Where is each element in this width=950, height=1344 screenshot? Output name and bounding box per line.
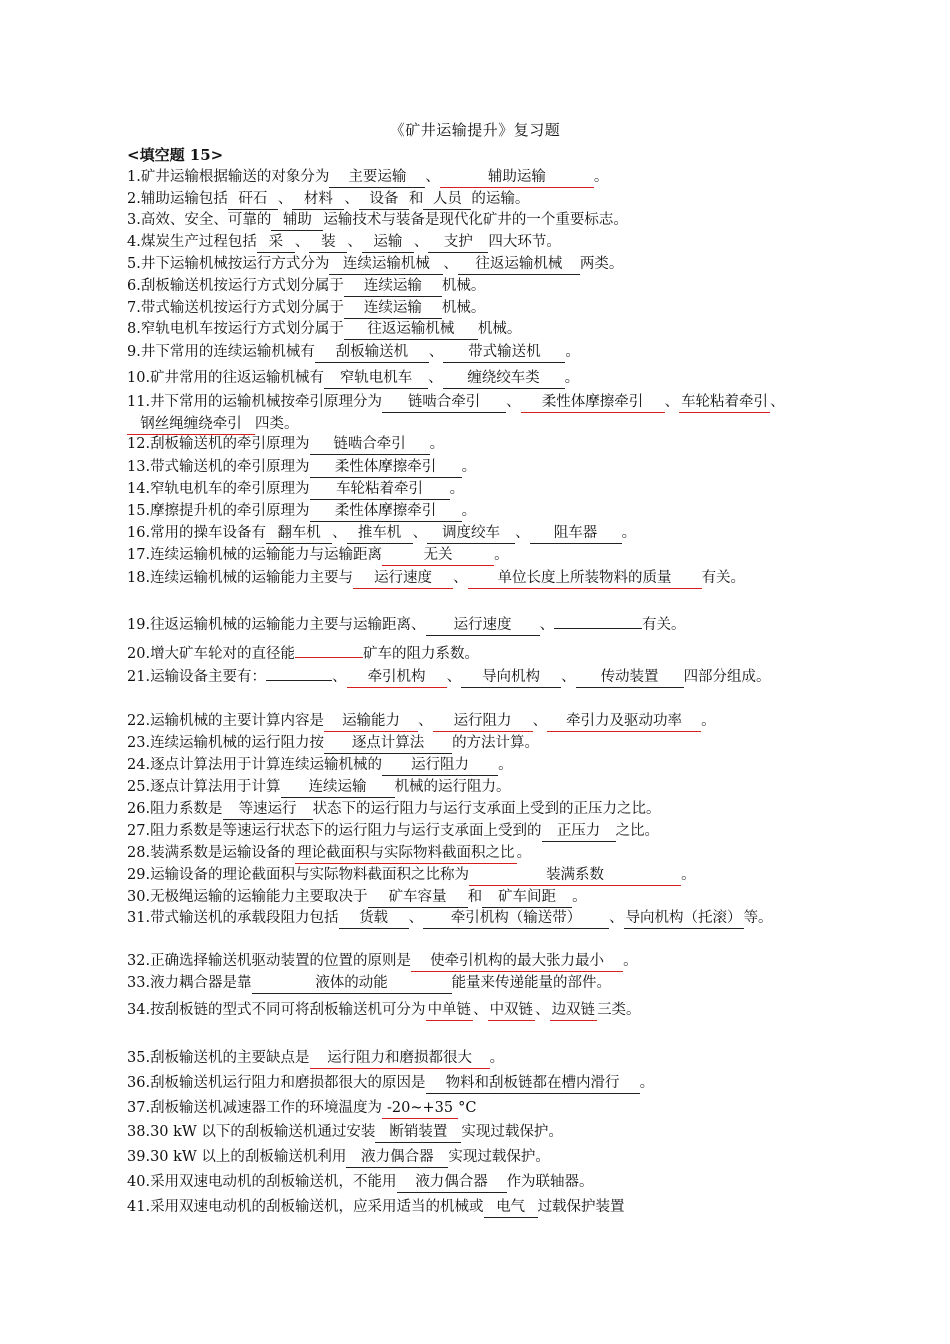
question-number: 40. bbox=[127, 1174, 151, 1190]
question-text: 增大矿车轮对的直径能 bbox=[150, 646, 296, 662]
question-text: 煤炭生产过程包括 bbox=[140, 234, 257, 250]
question-item bbox=[127, 478, 807, 500]
question-item bbox=[127, 166, 807, 188]
answer-blank[interactable]: 带式输送机 bbox=[443, 343, 565, 363]
question-item bbox=[127, 776, 807, 798]
question-text: 运输设备的理论截面积与实际物料截面积之比称为 bbox=[150, 867, 470, 883]
answer-blank[interactable]: 使牵引机构的最大张力最小 bbox=[411, 952, 623, 972]
question-number: 18. bbox=[127, 570, 151, 586]
question-text: 、 bbox=[539, 617, 555, 633]
question-number: 32. bbox=[127, 953, 151, 969]
question-text: 、 bbox=[532, 713, 548, 729]
answer-blank[interactable]: 运行速度 bbox=[353, 569, 453, 589]
answer-blank[interactable]: 运行阻力 bbox=[382, 756, 498, 776]
question-item bbox=[127, 433, 807, 455]
question-number: 39. bbox=[127, 1149, 151, 1165]
question-number: 25. bbox=[127, 779, 151, 795]
answer-blank[interactable]: 装满系数 bbox=[469, 866, 681, 886]
question-text: 。 bbox=[621, 525, 637, 541]
question-number: 6. bbox=[127, 278, 141, 294]
answer-blank[interactable]: 货载 bbox=[339, 909, 409, 929]
question-text: 井下运输机械按运行方式分为 bbox=[140, 256, 330, 272]
answer-blank[interactable]: 运输能力 bbox=[324, 712, 418, 732]
question-text: 、 bbox=[453, 570, 468, 586]
question-number: 41. bbox=[127, 1199, 151, 1215]
question-text: 四部分组成。 bbox=[683, 669, 771, 685]
question-item bbox=[127, 1047, 807, 1069]
question-text: 。 bbox=[623, 953, 638, 969]
question-number: 36. bbox=[127, 1075, 151, 1091]
question-item bbox=[127, 666, 807, 688]
question-item bbox=[127, 1196, 807, 1218]
question-number: 34. bbox=[127, 1002, 151, 1018]
answer-blank[interactable]: 材料 bbox=[292, 190, 344, 210]
question-text: 过载保护装置 bbox=[537, 1199, 625, 1215]
section-heading: <填空题 15> bbox=[127, 146, 224, 164]
question-text: 、 bbox=[535, 1002, 550, 1018]
question-item bbox=[127, 754, 807, 776]
question-item bbox=[127, 820, 807, 842]
question-text: 和 bbox=[408, 191, 424, 207]
question-number: 23. bbox=[127, 735, 151, 751]
answer-blank[interactable]: 正压力 bbox=[542, 822, 616, 842]
answer-blank[interactable]: 物料和刮板链都在槽内滑行 bbox=[426, 1074, 640, 1094]
answer-blank[interactable]: 翻车机 bbox=[266, 524, 332, 544]
question-text: 、 bbox=[408, 910, 424, 926]
answer-blank[interactable]: 中双链 bbox=[488, 1001, 536, 1021]
question-text: 机械。 bbox=[441, 300, 486, 316]
question-item bbox=[127, 950, 807, 972]
answer-blank[interactable]: 矿车间距 bbox=[482, 888, 572, 908]
answer-blank[interactable]: 推车机 bbox=[347, 524, 413, 544]
question-number: 28. bbox=[127, 845, 151, 861]
question-text: 、 bbox=[561, 669, 576, 685]
question-text: 运输设备主要有： bbox=[150, 669, 267, 685]
answer-blank[interactable]: 单位长度上所装物料的质量 bbox=[468, 569, 702, 589]
question-item bbox=[127, 710, 807, 732]
answer-blank[interactable]: 柔性体摩擦牵引 bbox=[310, 458, 462, 478]
question-text: 四大环节。 bbox=[488, 234, 561, 250]
question-text: 摩擦提升机的牵引原理为 bbox=[150, 503, 310, 519]
question-text: 带式输送机的牵引原理为 bbox=[150, 459, 310, 475]
question-text: 、 bbox=[332, 669, 347, 685]
question-number: 9. bbox=[127, 344, 141, 360]
question-text: 采用双速电动机的刮板输送机，不能用 bbox=[150, 1174, 397, 1190]
question-text: 窄轨电机车的牵引原理为 bbox=[150, 481, 310, 497]
question-text: 。 bbox=[516, 845, 532, 861]
question-text: 正确选择输送机驱动装置的位置的原则是 bbox=[150, 953, 412, 969]
question-text: 实现过载保护。 bbox=[448, 1149, 550, 1165]
question-text: 液力耦合器是靠 bbox=[150, 975, 252, 991]
question-item bbox=[127, 367, 807, 389]
question-number: 13. bbox=[127, 459, 151, 475]
question-number: 14. bbox=[127, 481, 151, 497]
question-number: 33. bbox=[127, 975, 151, 991]
question-text: 、 bbox=[332, 525, 347, 541]
question-number: 10. bbox=[127, 370, 151, 386]
question-text: 按刮板链的型式不同可将刮板输送机可分为 bbox=[150, 1002, 426, 1018]
question-number: 37. bbox=[127, 1100, 151, 1116]
question-item bbox=[127, 341, 807, 363]
question-text: 状态下的运行阻力与运行支承面上受到的正压力之比。 bbox=[312, 801, 661, 817]
question-text: 连续运输机械的运输能力与运输距离 bbox=[150, 547, 383, 563]
question-text: 阻力系数是 bbox=[150, 801, 223, 817]
question-number: 22. bbox=[127, 713, 151, 729]
question-item bbox=[127, 798, 807, 820]
question-item bbox=[127, 318, 807, 340]
question-text: 能量来传递能量的部件。 bbox=[451, 975, 612, 991]
question-text: °C bbox=[458, 1100, 477, 1116]
question-item bbox=[127, 972, 807, 994]
question-item bbox=[127, 864, 807, 886]
question-text: 四类。 bbox=[255, 416, 299, 432]
answer-blank[interactable]: 装 bbox=[309, 233, 347, 253]
question-text: 。 bbox=[564, 370, 580, 386]
question-number: 3. bbox=[127, 212, 141, 228]
question-text: 、 bbox=[344, 191, 359, 207]
question-number: 26. bbox=[127, 801, 151, 817]
question-text: 连续运输机械的运行阻力按 bbox=[150, 735, 325, 751]
question-text: 矿井常用的往返运输机械有 bbox=[150, 370, 325, 386]
question-text: 辅助运输包括 bbox=[140, 191, 228, 207]
question-text: 、 bbox=[428, 370, 443, 386]
question-number: 1. bbox=[127, 169, 141, 185]
question-text: 、 bbox=[294, 234, 310, 250]
question-text: 有关。 bbox=[642, 617, 686, 633]
question-number: 20. bbox=[127, 646, 151, 662]
question-text: 采用双速电动机的刮板输送机，应采用适当的机械或 bbox=[150, 1199, 484, 1215]
question-item bbox=[127, 567, 807, 589]
question-text: 运输机械的主要计算内容是 bbox=[150, 713, 325, 729]
question-number: 8. bbox=[127, 321, 141, 337]
question-text: 井下常用的连续运输机械有 bbox=[140, 344, 315, 360]
answer-blank[interactable] bbox=[554, 628, 642, 629]
answer-blank[interactable]: 液力偶合器 bbox=[397, 1173, 507, 1193]
answer-blank[interactable]: 链啮合牵引 bbox=[382, 393, 506, 413]
answer-blank[interactable]: 车轮粘着牵引 bbox=[310, 480, 450, 500]
answer-blank[interactable]: 人员 bbox=[423, 190, 471, 210]
answer-blank[interactable]: 往返运输机械 bbox=[344, 320, 478, 340]
question-number: 17. bbox=[127, 547, 151, 563]
answer-blank[interactable]: 运行阻力和磨损都很大 bbox=[310, 1049, 490, 1069]
question-text: 、 bbox=[413, 234, 429, 250]
question-text: 、 bbox=[347, 234, 362, 250]
answer-blank[interactable]: 牵引机构 bbox=[347, 668, 447, 688]
question-number: 31. bbox=[127, 910, 151, 926]
question-text: 两类。 bbox=[579, 256, 624, 272]
question-text: 逐点计算法用于计算 bbox=[150, 779, 281, 795]
question-text: 、 bbox=[664, 394, 680, 410]
question-number: 29. bbox=[127, 867, 151, 883]
question-text: 和 bbox=[467, 889, 483, 905]
answer-blank[interactable]: 传动装置 bbox=[576, 668, 684, 688]
question-text: 作为联轴器。 bbox=[506, 1174, 594, 1190]
answer-blank[interactable]: 电气 bbox=[484, 1198, 538, 1218]
answer-blank[interactable]: 辅助运输 bbox=[440, 168, 594, 188]
question-text: 30 kW 以下的刮板输送机通过安装 bbox=[150, 1124, 376, 1140]
answer-blank[interactable]: 连续运输 bbox=[344, 277, 442, 297]
answer-blank[interactable]: 边双链 bbox=[550, 1001, 598, 1021]
answer-blank[interactable]: 无关 bbox=[382, 546, 494, 566]
question-text: 的运输。 bbox=[471, 191, 530, 207]
answer-blank[interactable]: 链啮合牵引 bbox=[310, 435, 430, 455]
answer-blank[interactable] bbox=[266, 680, 332, 681]
question-text: 刮板输送机按运行方式划分属于 bbox=[140, 278, 344, 294]
answer-blank[interactable]: 阻车器 bbox=[530, 524, 622, 544]
question-item bbox=[127, 614, 807, 636]
question-item bbox=[127, 231, 807, 253]
question-item bbox=[127, 999, 807, 1021]
question-text: 、 bbox=[515, 525, 530, 541]
answer-blank[interactable]: -20~+35 bbox=[382, 1099, 458, 1119]
question-item bbox=[127, 188, 807, 210]
answer-blank[interactable]: 理论截面积与实际物料截面积之比 bbox=[295, 844, 517, 864]
question-item bbox=[127, 643, 807, 665]
question-text: 、 bbox=[770, 394, 785, 410]
question-number: 2. bbox=[127, 191, 141, 207]
question-text: 运输技术与装备是现代化矿井的一个重要标志。 bbox=[323, 212, 628, 228]
question-text: 等。 bbox=[743, 910, 773, 926]
question-text: 。 bbox=[681, 867, 696, 883]
answer-blank[interactable]: 逐点计算法 bbox=[324, 734, 452, 754]
question-text: 无极绳运输的运输能力主要取决于 bbox=[150, 889, 368, 905]
question-number: 4. bbox=[127, 234, 141, 250]
question-item bbox=[127, 1171, 807, 1193]
question-text: 的方法计算。 bbox=[452, 735, 540, 751]
question-text: 、 bbox=[412, 525, 428, 541]
answer-blank[interactable]: 牵引机构（输送带） bbox=[423, 909, 609, 929]
question-text: 30 kW 以上的刮板输送机利用 bbox=[150, 1149, 347, 1165]
answer-blank[interactable]: 等速运行 bbox=[223, 800, 313, 820]
question-item bbox=[127, 1097, 807, 1119]
answer-blank[interactable]: 运行阻力 bbox=[433, 712, 533, 732]
question-item bbox=[127, 1072, 807, 1094]
answer-blank[interactable]: 柔性体摩擦牵引 bbox=[521, 393, 665, 413]
question-text: 刮板输送机减速器工作的环境温度为 bbox=[150, 1100, 383, 1116]
question-item bbox=[127, 253, 807, 275]
question-text: 、 bbox=[473, 1002, 488, 1018]
question-number: 24. bbox=[127, 757, 151, 773]
question-text: 。 bbox=[494, 547, 509, 563]
question-number: 30. bbox=[127, 889, 151, 905]
question-text: 井下常用的运输机械按牵引原理分为 bbox=[150, 394, 383, 410]
question-item bbox=[127, 907, 807, 929]
question-text: 窄轨电机车按运行方式划分属于 bbox=[140, 321, 344, 337]
question-text: 。 bbox=[565, 344, 580, 360]
question-text: 阻力系数是等速运行状态下的运行阻力与运行支承面上受到的 bbox=[150, 823, 542, 839]
answer-blank[interactable]: 主要运输 bbox=[329, 168, 425, 188]
answer-blank[interactable]: 钢丝绳缠绕牵引 bbox=[127, 415, 255, 435]
answer-blank[interactable]: 导向机构（托滚） bbox=[624, 909, 744, 929]
answer-blank[interactable]: 刮板输送机 bbox=[315, 343, 429, 363]
answer-blank[interactable]: 辅助 bbox=[271, 211, 323, 231]
question-text: 刮板输送机运行阻力和磨损都很大的原因是 bbox=[150, 1075, 426, 1091]
question-text: 机械。 bbox=[477, 321, 522, 337]
answer-blank[interactable]: 液力偶合器 bbox=[346, 1148, 448, 1168]
answer-blank[interactable]: 牵引力及驱动功率 bbox=[547, 712, 701, 732]
answer-blank[interactable] bbox=[295, 657, 363, 658]
answer-blank[interactable]: 矸石 bbox=[228, 190, 278, 210]
answer-blank[interactable]: 往返运输机械 bbox=[458, 255, 580, 275]
answer-blank[interactable]: 窄轨电机车 bbox=[324, 369, 428, 389]
question-number: 21. bbox=[127, 669, 151, 685]
question-item bbox=[127, 297, 807, 319]
question-item bbox=[127, 886, 807, 908]
question-text: 装满系数是运输设备的 bbox=[150, 845, 296, 861]
answer-blank[interactable]: 车轮粘着牵引 bbox=[679, 393, 770, 413]
question-text: 、 bbox=[443, 256, 458, 272]
question-text: 。 bbox=[639, 1075, 655, 1091]
question-text: 。 bbox=[498, 757, 513, 773]
question-text: 机械的运行阻力。 bbox=[394, 779, 511, 795]
question-text: 有关。 bbox=[701, 570, 746, 586]
document-title: 《矿井运输提升》复习题 bbox=[389, 121, 561, 139]
answer-blank[interactable]: 设备 bbox=[359, 190, 409, 210]
question-text: 、 bbox=[609, 910, 624, 926]
question-text: 刮板输送机的主要缺点是 bbox=[150, 1050, 310, 1066]
question-text: 实现过载保护。 bbox=[461, 1124, 563, 1140]
question-item bbox=[127, 209, 807, 231]
answer-blank[interactable]: 支护 bbox=[428, 233, 488, 253]
answer-blank[interactable]: 断销装置 bbox=[375, 1123, 461, 1143]
question-number: 16. bbox=[127, 525, 151, 541]
question-item bbox=[127, 1146, 807, 1168]
question-text: 矿井运输根据输送的对象分为 bbox=[140, 169, 330, 185]
answer-blank[interactable]: 连续运输机械 bbox=[329, 255, 443, 275]
answer-blank[interactable]: 液体的动能 bbox=[252, 974, 452, 994]
question-item bbox=[127, 1121, 807, 1143]
question-text: 。 bbox=[701, 713, 716, 729]
question-text: 、 bbox=[428, 344, 444, 360]
answer-blank[interactable]: 矿车容量 bbox=[368, 888, 468, 908]
question-item bbox=[127, 500, 807, 522]
question-text: 常用的操车设备有 bbox=[150, 525, 267, 541]
question-text: 逐点计算法用于计算连续运输机械的 bbox=[150, 757, 383, 773]
question-item bbox=[127, 391, 807, 435]
question-text: 、 bbox=[425, 169, 440, 185]
answer-blank[interactable]: 柔性体摩擦牵引 bbox=[310, 502, 462, 522]
question-text: 刮板输送机的牵引原理为 bbox=[150, 436, 310, 452]
question-text: 机械。 bbox=[441, 278, 486, 294]
answer-blank[interactable]: 连续运输 bbox=[344, 299, 442, 319]
question-text: 。 bbox=[572, 889, 587, 905]
question-text: 之比。 bbox=[615, 823, 660, 839]
question-text: 往返运输机械的运输能力主要与运输距离、 bbox=[150, 617, 426, 633]
answer-blank[interactable]: 中单链 bbox=[426, 1001, 474, 1021]
answer-blank[interactable]: 运行速度 bbox=[426, 616, 540, 636]
question-text: 、 bbox=[506, 394, 521, 410]
question-text: 带式输送机的承载段阻力包括 bbox=[150, 910, 339, 926]
question-text: 带式输送机按运行方式划分属于 bbox=[140, 300, 344, 316]
answer-blank[interactable]: 连续运输 bbox=[281, 778, 395, 798]
question-number: 38. bbox=[127, 1124, 151, 1140]
question-number: 11. bbox=[127, 394, 151, 410]
question-text: 、 bbox=[418, 713, 433, 729]
answer-blank[interactable]: 运输 bbox=[362, 233, 414, 253]
question-number: 27. bbox=[127, 823, 151, 839]
question-item bbox=[127, 842, 807, 864]
answer-blank[interactable]: 采 bbox=[257, 233, 295, 253]
question-text: 。 bbox=[429, 436, 445, 452]
question-number: 35. bbox=[127, 1050, 151, 1066]
answer-blank[interactable]: 导向机构 bbox=[461, 668, 561, 688]
question-text: 。 bbox=[449, 481, 465, 497]
answer-blank[interactable]: 调度绞车 bbox=[427, 524, 515, 544]
question-text: 三类。 bbox=[597, 1002, 641, 1018]
question-text: 、 bbox=[277, 191, 293, 207]
question-number: 12. bbox=[127, 436, 151, 452]
question-item bbox=[127, 456, 807, 478]
question-number: 7. bbox=[127, 300, 141, 316]
question-text: 。 bbox=[461, 503, 477, 519]
question-text: 。 bbox=[461, 459, 477, 475]
question-number: 19. bbox=[127, 617, 151, 633]
question-text: 连续运输机械的运输能力主要与 bbox=[150, 570, 354, 586]
question-text: 高效、安全、可靠的 bbox=[140, 212, 272, 228]
question-text: 。 bbox=[593, 169, 609, 185]
question-text: 、 bbox=[446, 669, 462, 685]
question-text: 。 bbox=[489, 1050, 505, 1066]
question-number: 5. bbox=[127, 256, 141, 272]
question-text: 矿车的阻力系数。 bbox=[363, 646, 480, 662]
question-item bbox=[127, 544, 807, 566]
answer-blank[interactable]: 缠绕绞车类 bbox=[443, 369, 565, 389]
question-number: 15. bbox=[127, 503, 151, 519]
question-item bbox=[127, 275, 807, 297]
question-item bbox=[127, 522, 807, 544]
question-item bbox=[127, 732, 807, 754]
